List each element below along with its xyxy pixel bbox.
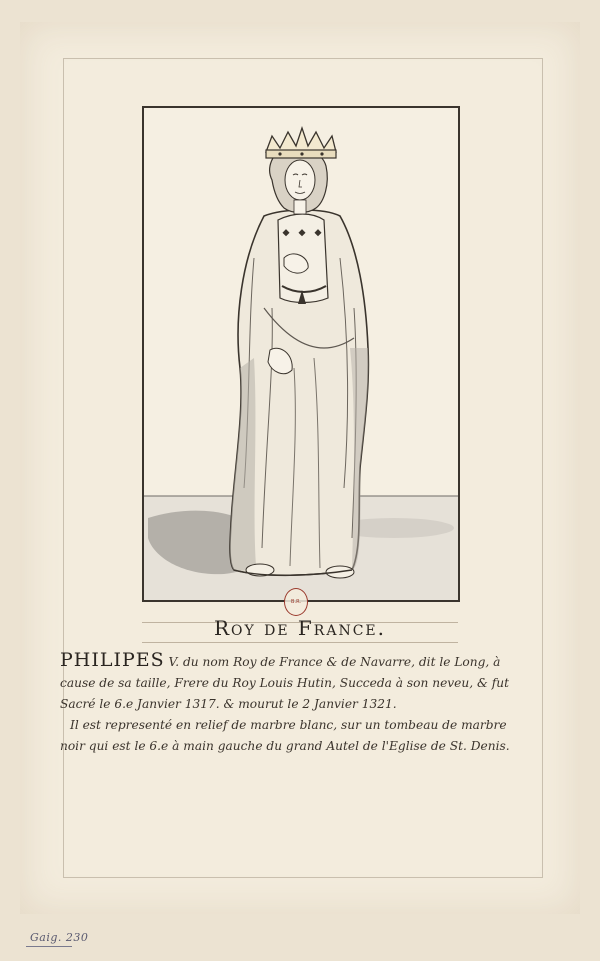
crown	[266, 128, 336, 152]
king-name: PHILIPES	[60, 649, 165, 671]
shelfmark-underline	[26, 946, 72, 947]
print-title: Roy de France.	[213, 616, 386, 640]
king-figure-illustration	[144, 108, 458, 600]
caption-text	[60, 650, 544, 757]
caption-line: V. du nom Roy de France & de Navarre, dit le Long, à	[168, 655, 501, 669]
rule-line	[142, 642, 458, 643]
caption-line: Il est representé en relief de marbre blanc, sur un tombeau de marbre	[70, 718, 507, 732]
caption-line: cause de sa taille, Frere du Roy Louis Hutin, Succeda à son neveu, & fut	[60, 676, 509, 690]
caption-line: noir qui est le 6.e à main gauche du grand Autel de l'Eglise de St. Denis.	[60, 739, 510, 753]
engraving-frame	[142, 106, 460, 602]
shelfmark: Gaig. 230	[30, 931, 89, 944]
library-stamp: B.R.	[284, 588, 308, 616]
caption-line: Sacré le 6.e Janvier 1317. & mourut le 2 Janvier 1321.	[60, 697, 397, 711]
